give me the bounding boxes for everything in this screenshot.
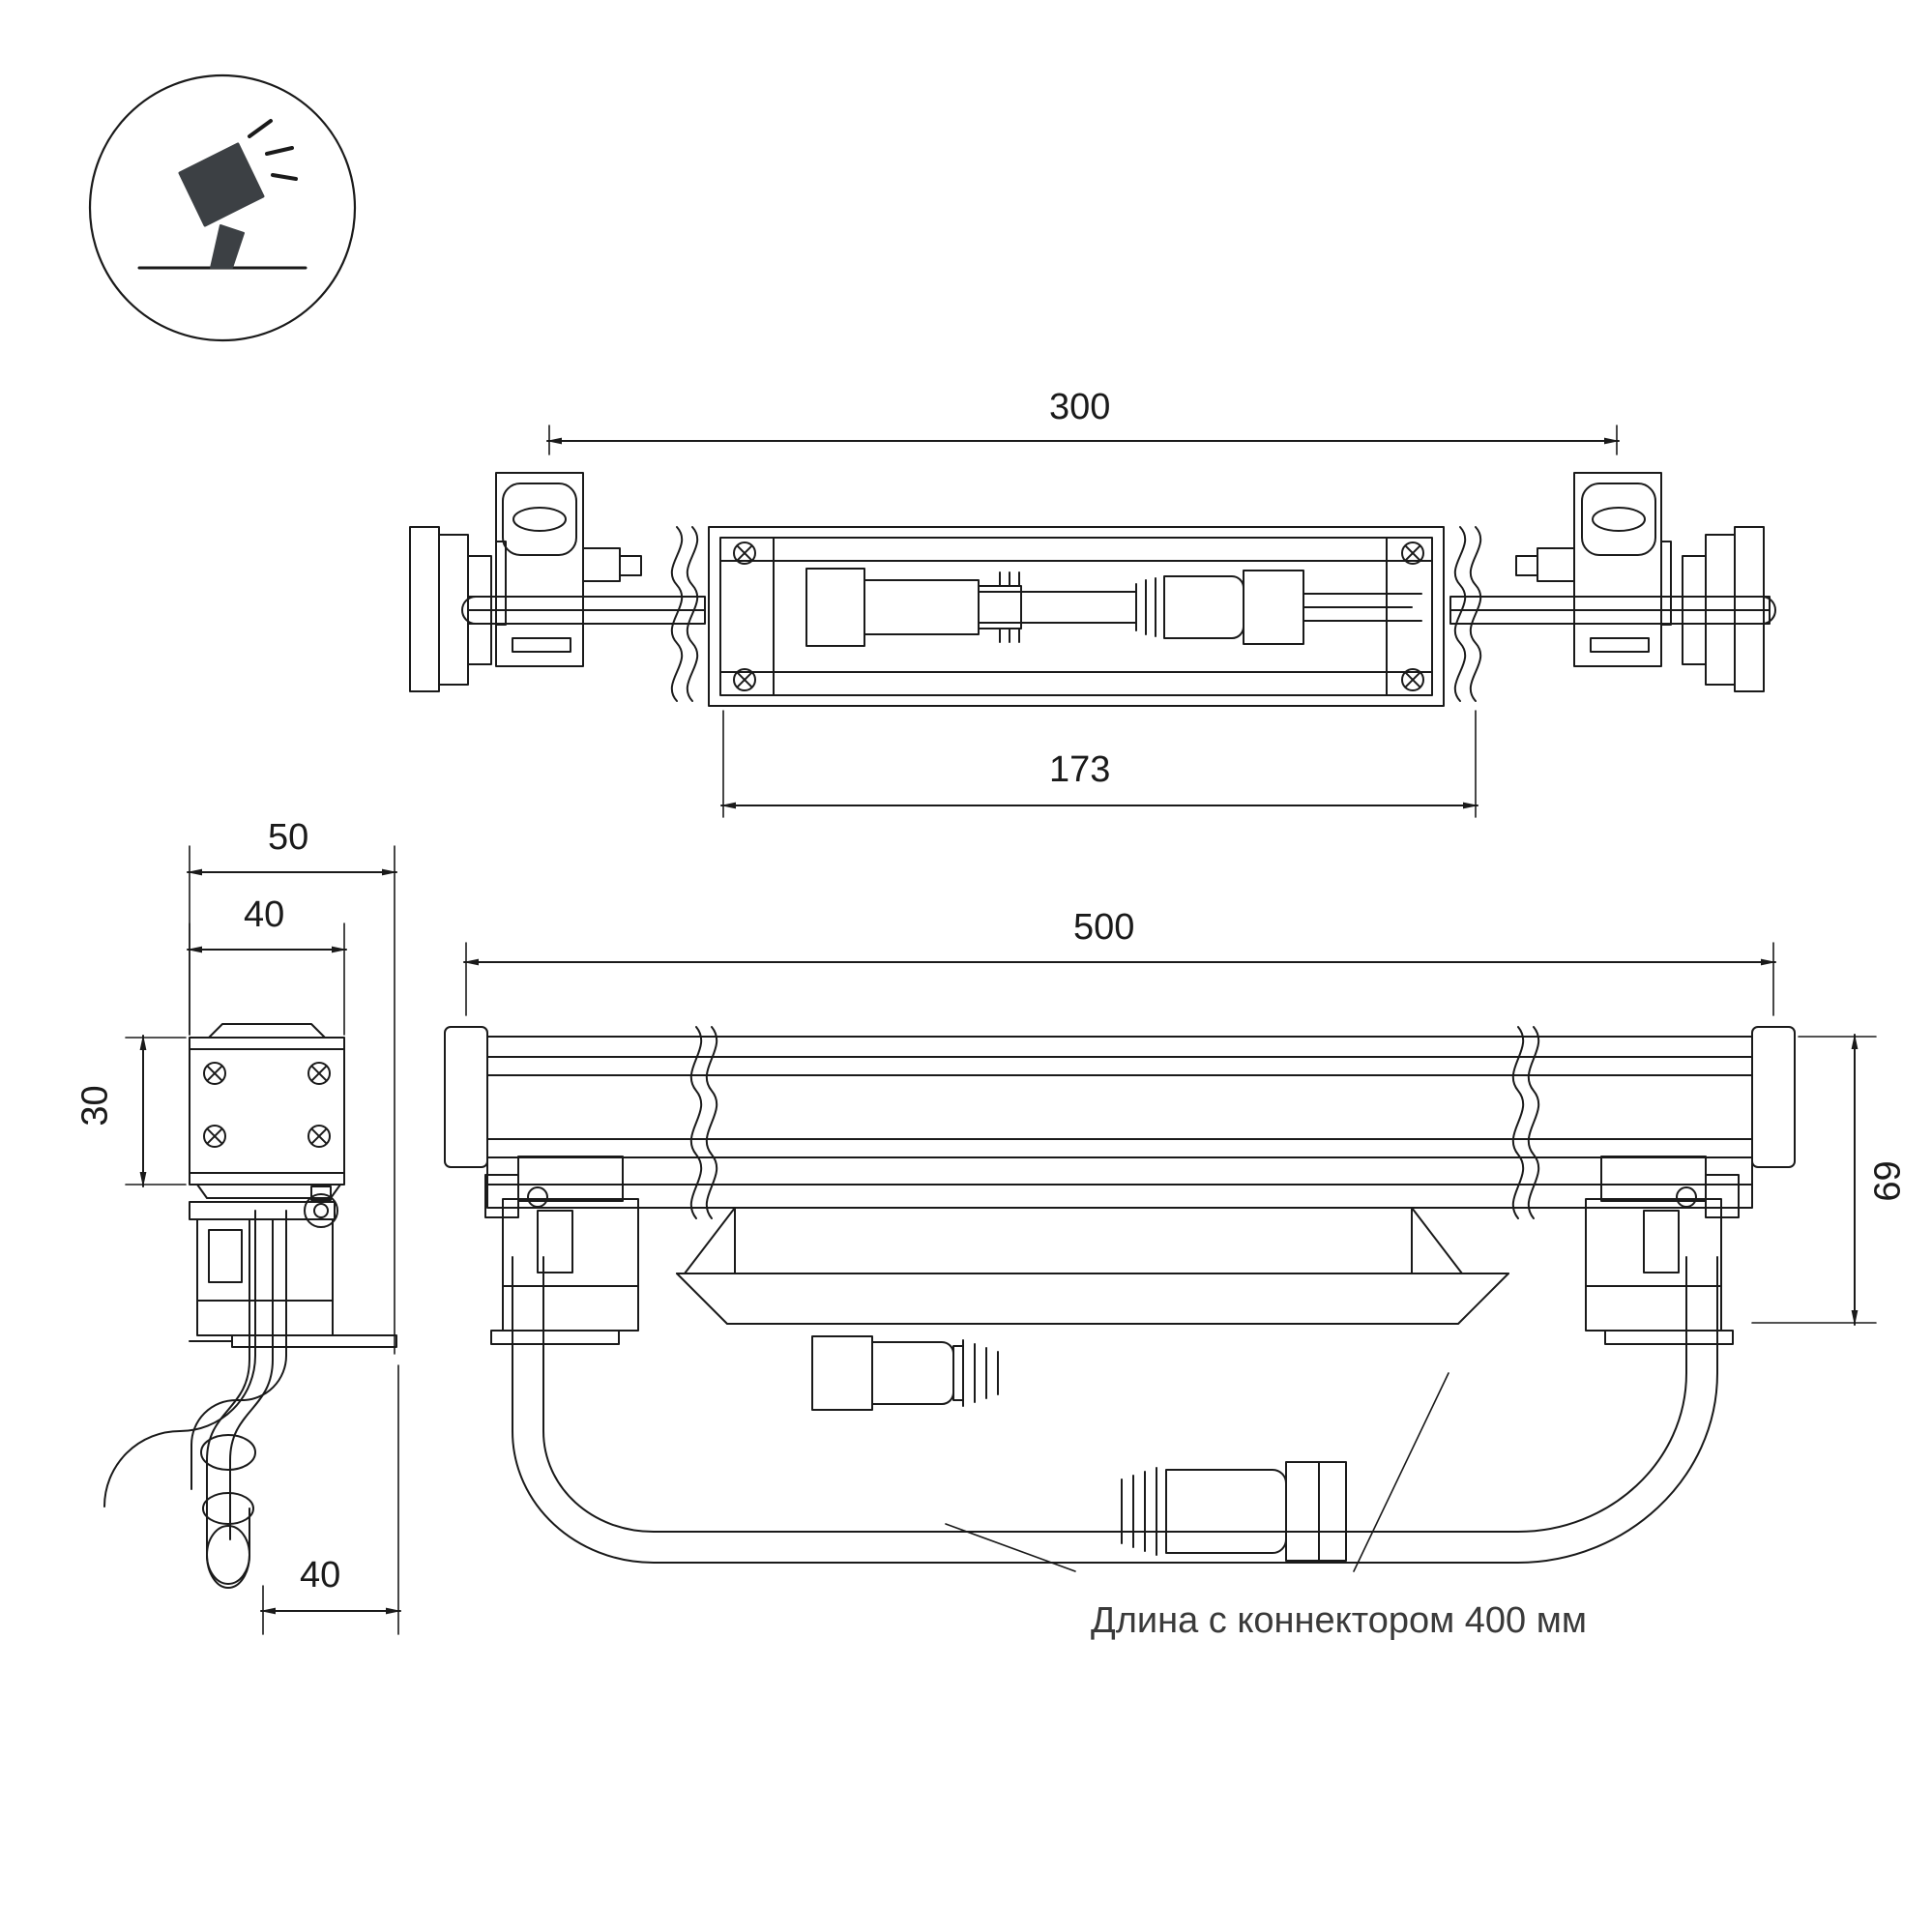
spot-light-ground-mount-icon	[90, 75, 355, 340]
dimension-50	[188, 846, 396, 1354]
dimension-label-30: 30	[74, 1085, 116, 1127]
front-view-assembly	[445, 1027, 1795, 1571]
dimension-500	[464, 943, 1775, 1015]
connector-length-note: Длина с коннектором 400 мм	[1091, 1600, 1587, 1641]
dimension-label-40-bottom: 40	[300, 1555, 341, 1595]
dimension-69	[1752, 1035, 1876, 1325]
top-view-assembly	[410, 473, 1775, 706]
dimension-30	[126, 1036, 186, 1186]
dimension-label-50: 50	[268, 817, 309, 858]
dimension-label-40-top: 40	[244, 894, 285, 935]
dimension-label-173: 173	[1049, 749, 1111, 790]
end-view-assembly	[104, 1024, 396, 1588]
dimension-label-500: 500	[1073, 907, 1135, 948]
dimension-300	[547, 425, 1619, 454]
dimension-label-300: 300	[1049, 387, 1111, 427]
dimension-label-69: 69	[1867, 1160, 1909, 1202]
dimension-40-top	[188, 923, 346, 1035]
